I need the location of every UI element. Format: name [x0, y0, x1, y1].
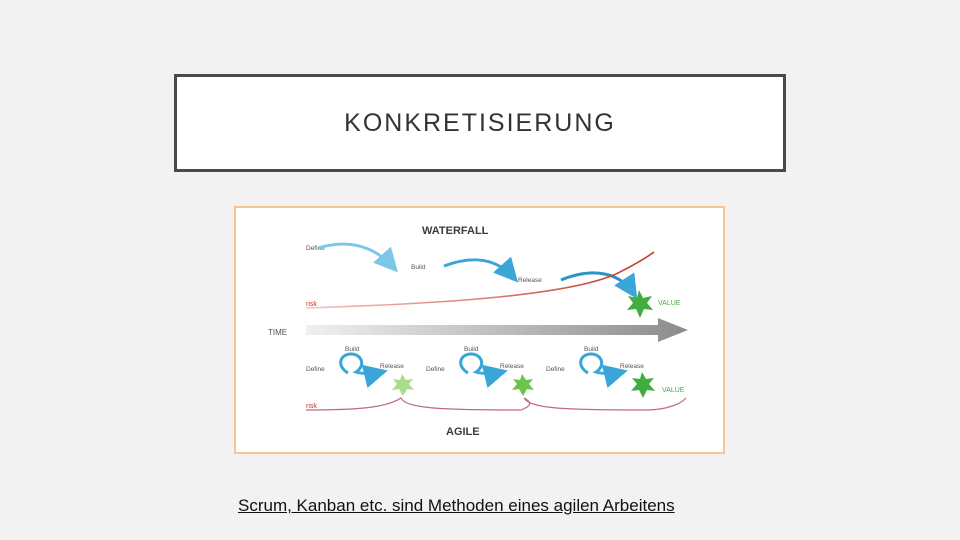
agile-value-label: VALUE	[662, 387, 685, 394]
waterfall-risk-label: risk	[306, 301, 317, 308]
waterfall-release-label: Release	[518, 277, 542, 284]
waterfall-arrow-define	[318, 244, 394, 268]
waterfall-define-label: Define	[306, 245, 325, 252]
waterfall-value-star-icon	[627, 290, 653, 318]
agile-release-label-3: Release	[620, 363, 644, 370]
agile-title: AGILE	[446, 426, 480, 438]
diagram-svg	[236, 208, 723, 452]
agile-cycle-arrow-3	[581, 354, 622, 374]
waterfall-vs-agile-diagram	[234, 206, 725, 454]
agile-risk-curve	[306, 398, 686, 410]
agile-value-star-icon-2	[512, 374, 534, 396]
waterfall-arrow-release	[561, 273, 634, 294]
agile-value-star-icon-1	[392, 374, 414, 396]
agile-release-label-2: Release	[500, 363, 524, 370]
waterfall-arrow-build	[444, 260, 514, 278]
title-box	[174, 74, 786, 172]
waterfall-value-label: VALUE	[658, 300, 681, 307]
time-label: TIME	[268, 328, 288, 337]
agile-risk-label: risk	[306, 403, 317, 410]
time-arrow	[306, 318, 688, 342]
agile-cycle-arrow-2	[461, 354, 502, 374]
agile-define-label-3: Define	[546, 366, 565, 373]
agile-define-label-1: Define	[306, 366, 325, 373]
slide-caption: Scrum, Kanban etc. sind Methoden eines agilen Arbeitens	[238, 496, 675, 515]
agile-build-label-2: Build	[464, 346, 479, 353]
waterfall-title: WATERFALL	[422, 225, 489, 237]
agile-value-star-icon-3	[631, 372, 655, 398]
agile-define-label-2: Define	[426, 366, 445, 373]
agile-release-label-1: Release	[380, 363, 404, 370]
agile-build-label-1: Build	[345, 346, 360, 353]
slide-title: KONKRETISIERUNG	[344, 108, 616, 137]
agile-build-label-3: Build	[584, 346, 599, 353]
agile-cycle-arrow-1	[341, 354, 382, 374]
waterfall-build-label: Build	[411, 264, 426, 271]
